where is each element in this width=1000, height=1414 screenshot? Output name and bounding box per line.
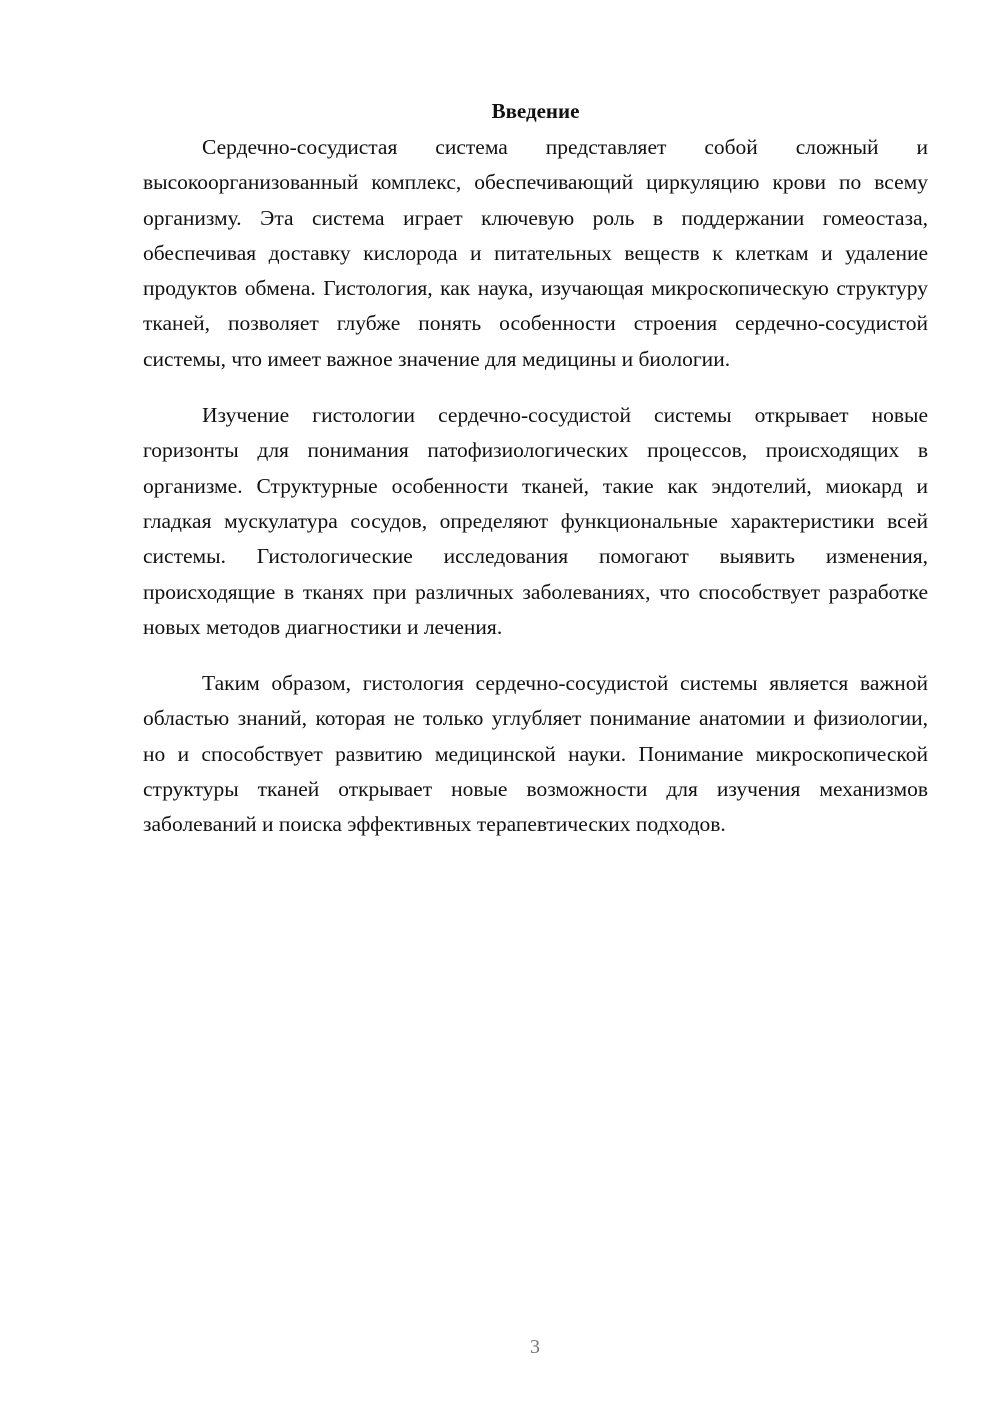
section-title: Введение xyxy=(491,99,580,123)
page-content xyxy=(143,96,928,843)
paragraph-1: Сердечно-сосудистая система представляет собой сложный и высокоорганизованный комплекс, обеспечивающий циркуляцию крови по всему организму. Эта система играет ключевую роль в поддержании гомеостаза, обеспечивая доставку кислорода и питательных веществ к клеткам и удаление продуктов обмена. Гистология, как наука, изучающая микроскопическую структуру тканей, позволяет глубже понять особенности строения сердечно-сосудистой системы, что имеет важное значение для медицины и биологии. xyxy=(143,135,928,371)
page-number: 3 xyxy=(530,1336,540,1358)
paragraph-3: Таким образом, гистология сердечно-сосудистой системы является важной областью знаний, которая не только углубляет понимание анатомии и физиологии, но и способствует развитию медицинской науки. Понимание микроскопической структуры тканей открывает новые возможности для изучения механизмов заболеваний и поиска эффективных терапевтических подходов. xyxy=(143,671,928,837)
paragraph-2: Изучение гистологии сердечно-сосудистой системы открывает новые горизонты для понимания патофизиологических процессов, происходящих в организме. Структурные особенности тканей, такие как эндотелий, миокард и гладкая мускулатура сосудов, определяют функциональные характеристики всей системы. Гистологические исследования помогают выявить изменения, происходящие в тканях при различных заболеваниях, что способствует разработке новых методов диагностики и лечения. xyxy=(143,403,928,639)
